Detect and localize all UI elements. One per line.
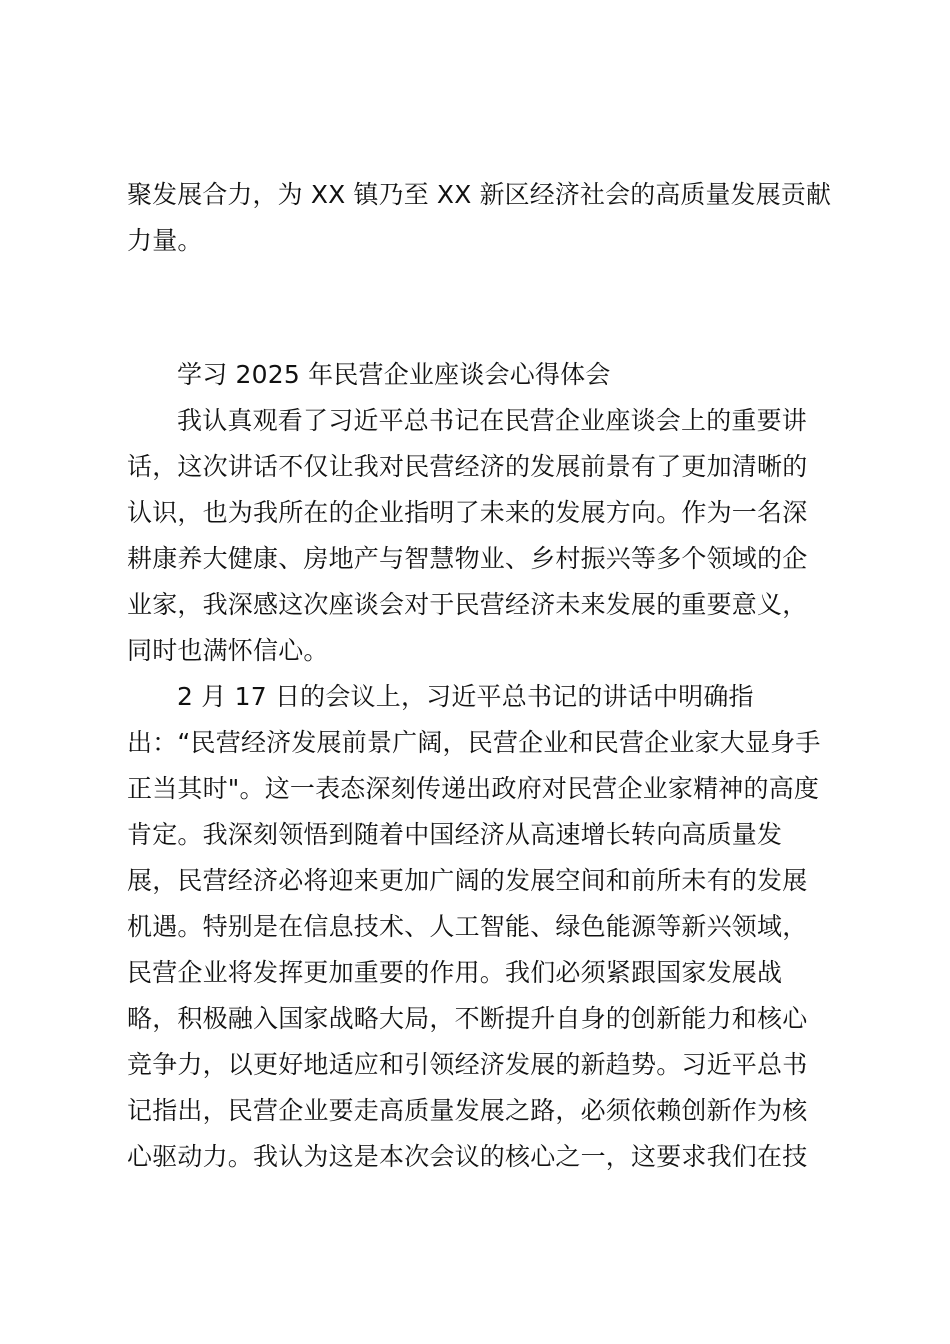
- para2-line-1: 2 月 17 日的会议上，习近平总书记的讲话中明确指: [177, 682, 754, 711]
- para2-line-8: 略，积极融入国家战略大局，不断提升自身的创新能力和核心: [127, 1004, 808, 1033]
- para1-line-3: 认识，也为我所在的企业指明了未来的发展方向。作为一名深: [127, 498, 808, 527]
- para1-line-2: 话，这次讲话不仅让我对民营经济的发展前景有了更加清晰的: [127, 452, 808, 481]
- para2-line-3: 正当其时"。这一表态深刻传递出政府对民营企业家精神的高度: [127, 774, 820, 803]
- para2-line-6: 机遇。特别是在信息技术、人工智能、绿色能源等新兴领域，: [127, 912, 808, 941]
- article-title: 学习 2025 年民营企业座谈会心得体会: [177, 360, 611, 389]
- para2-line-7: 民营企业将发挥更加重要的作用。我们必须紧跟国家发展战: [127, 958, 783, 987]
- para1-line-1: 我认真观看了习近平总书记在民营企业座谈会上的重要讲: [177, 406, 808, 435]
- fragment-line-1: 聚发展合力，为 XX 镇乃至 XX 新区经济社会的高质量发展贡献: [127, 180, 832, 209]
- para2-line-10: 记指出，民营企业要走高质量发展之路，必须依赖创新作为核: [127, 1096, 808, 1125]
- para2-line-11: 心驱动力。我认为这是本次会议的核心之一，这要求我们在技: [127, 1142, 808, 1171]
- para1-line-5: 业家，我深感这次座谈会对于民营经济未来发展的重要意义，: [127, 590, 808, 619]
- para2-line-2: 出：“民营经济发展前景广阔，民营企业和民营企业家大显身手: [127, 728, 821, 757]
- para1-line-6: 同时也满怀信心。: [127, 636, 329, 665]
- para2-line-5: 展，民营经济必将迎来更加广阔的发展空间和前所未有的发展: [127, 866, 808, 895]
- para1-line-4: 耕康养大健康、房地产与智慧物业、乡村振兴等多个领域的企: [127, 544, 808, 573]
- para2-line-4: 肯定。我深刻领悟到随着中国经济从高速增长转向高质量发: [127, 820, 783, 849]
- para2-line-9: 竞争力，以更好地适应和引领经济发展的新趋势。习近平总书: [127, 1050, 808, 1079]
- fragment-line-2: 力量。: [127, 226, 203, 255]
